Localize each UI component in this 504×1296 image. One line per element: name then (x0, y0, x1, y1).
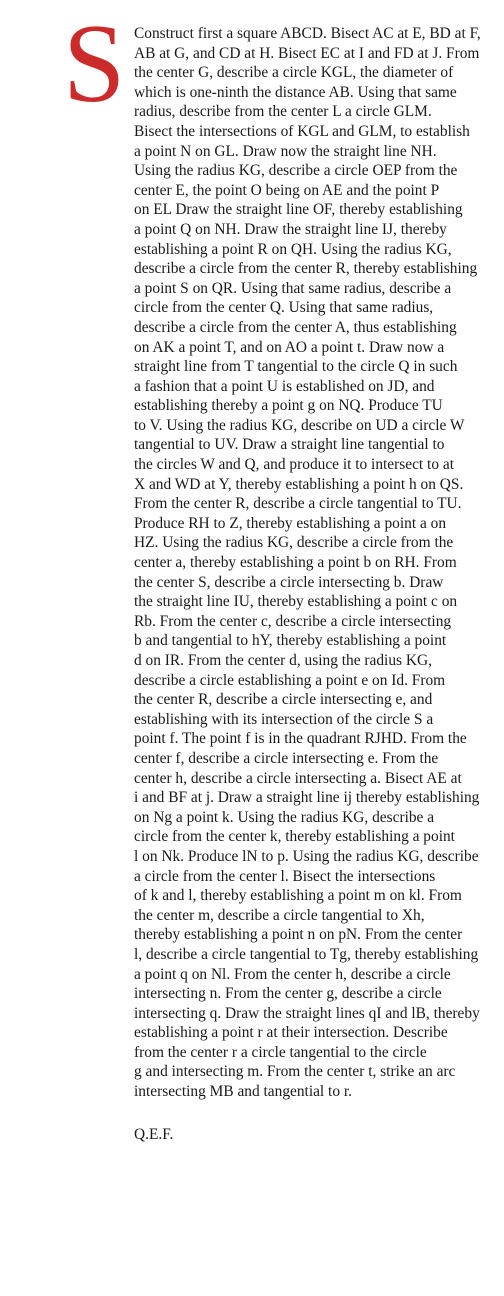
qef-sign-off: Q.E.F. (134, 1125, 174, 1143)
construction-paragraph: Construct first a square ABCD. Bisect AC at E, BD at F, AB at G, and CD at H. Bisect EC at I and FD at J. From the center G, describe a circle KGL, the diameter of which is one-ninth the distance AB. Using that same radius, describe from the center L a circle GLM. Bisect the intersections of KGL and GLM, to establish a point N on GL. Draw now the straight line NH. Using the radius KG, describe a circle OEP from the center E, the point O being on AE and the point P on EL Draw the straight line OF, thereby establishing a point Q on NH. Draw the straight line IJ, thereby establishing a point R on QH. Using the radius KG, describe a circle from the center R, thereby establishing a point S on QR. Using that same radius, describe a circle from the center Q. Using that same radius, describe a circle from the center A, thus establishing on AK a point T, and on AO a point t. Draw now a straight line from T tangential to the circle Q in such a fashion that a point U is established on JD, and establishing thereby a point g on NQ. Produce TU to V. Using the radius KG, describe on UD a circle W tangential to UV. Draw a straight line tangential to the circles W and Q, and produce it to intersect to at X and WD at Y, thereby establishing a point h on QS. From the center R, describe a circle tangential to TU. Produce RH to Z, thereby establishing a point a on HZ. Using the radius KG, describe a circle from the center a, thereby establishing a point b on RH. From the center S, describe a circle intersecting b. Draw the straight line IU, thereby establishing a point c on Rb. From the center c, describe a circle intersecting b and tangential to hY, thereby establishing a point d on IR. From the center d, using the radius KG, describe a circle establishing a point e on Id. From the center R, describe a circle intersecting e, and establishing with its intersection of the circle S a point f. The point f is in the quadrant RJHD. From the center f, describe a circle intersecting e. From the center h, describe a circle intersecting a. Bisect AE at i and BF at j. Draw a straight line ij thereby establishing on Ng a point k. Using the radius KG, describe a circle from the center k, thereby establishing a point l on Nk. Produce lN to p. Using the radius KG, describe a circle from the center l. Bisect the intersections of k and l, thereby establishing a point m on kl. From the center m, describe a circle tangential to Xh, thereby establishing a point n on pN. From the center l, describe a circle tangential to Tg, thereby establishing a point q on Nl. From the center h, describe a circle intersecting n. From the center g, describe a circle intersecting q. Draw the straight lines qI and lB, thereby establishing a point r at their intersection. Describe from the center r a circle tangential to the circle g and intersecting m. From the center t, strike an arc intersecting MB and tangential to r. (134, 25, 481, 1101)
construction-text (134, 24, 492, 1144)
drop-cap-letter: S (63, 2, 126, 126)
